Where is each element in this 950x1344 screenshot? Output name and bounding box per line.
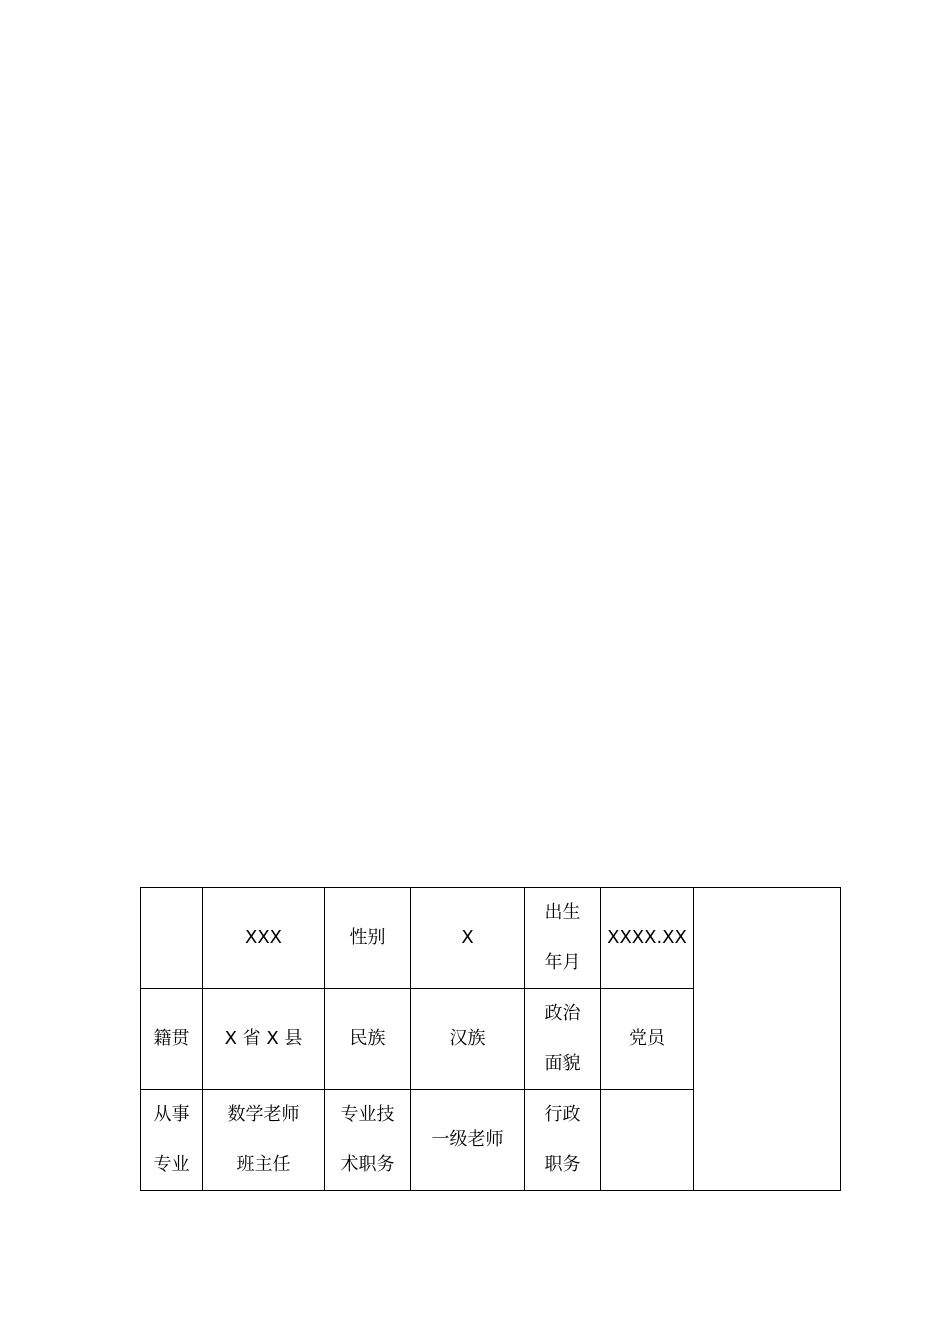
birth-value: XXXX.XX bbox=[601, 888, 694, 989]
photo-cell bbox=[694, 888, 841, 1191]
native-place-value: X 省 X 县 bbox=[203, 989, 325, 1090]
birth-label-line-1: 出生 bbox=[544, 902, 581, 923]
admin-label-line-1: 行政 bbox=[544, 1104, 581, 1125]
political-status-label bbox=[525, 989, 601, 1090]
gender-label: 性别 bbox=[325, 888, 411, 989]
professional-title-value: 一级老师 bbox=[411, 1090, 525, 1191]
native-place-label: 籍贯 bbox=[141, 989, 203, 1090]
personal-info-table bbox=[140, 887, 841, 1191]
political-label-line-2: 面貌 bbox=[544, 1053, 581, 1074]
admin-label-line-2: 职务 bbox=[544, 1154, 581, 1175]
admin-position-label bbox=[525, 1090, 601, 1191]
gender-value: X bbox=[411, 888, 525, 989]
ethnicity-label: 民族 bbox=[325, 989, 411, 1090]
name-label-cell bbox=[141, 888, 203, 989]
birth-label-line-2: 年月 bbox=[544, 952, 581, 973]
major-label bbox=[141, 1090, 203, 1191]
name-value: XXX bbox=[203, 888, 325, 989]
title-label-line-1: 专业技 bbox=[340, 1104, 395, 1125]
political-status-value: 党员 bbox=[601, 989, 694, 1090]
major-value bbox=[203, 1090, 325, 1191]
major-value-line-2: 班主任 bbox=[236, 1154, 291, 1175]
political-label-line-1: 政治 bbox=[544, 1003, 581, 1024]
admin-position-value bbox=[601, 1090, 694, 1191]
professional-title-label bbox=[325, 1090, 411, 1191]
ethnicity-value: 汉族 bbox=[411, 989, 525, 1090]
major-value-line-1: 数学老师 bbox=[227, 1104, 300, 1125]
title-label-line-2: 术职务 bbox=[340, 1154, 395, 1175]
birth-label bbox=[525, 888, 601, 989]
table-row-1 bbox=[141, 888, 841, 989]
major-label-line-2: 专业 bbox=[153, 1154, 190, 1175]
major-label-line-1: 从事 bbox=[153, 1104, 190, 1125]
